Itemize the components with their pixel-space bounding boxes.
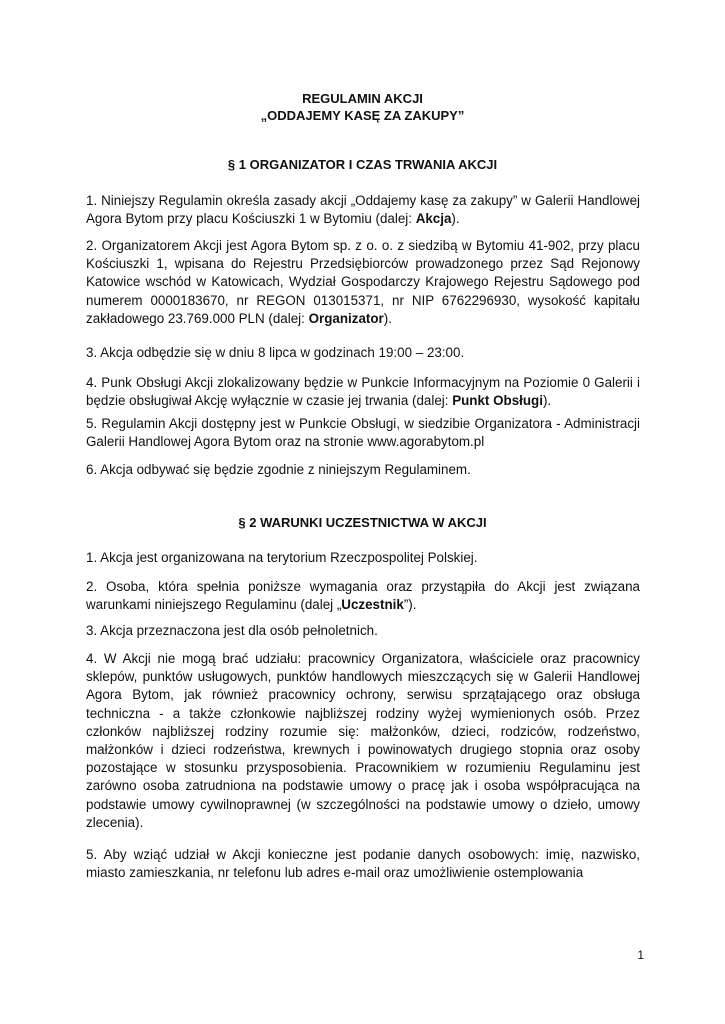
section-2-paragraph-5: 5. Aby wziąć udział w Akcji konieczne jest podanie danych osobowych: imię, nazwisko, miasto zamieszkania, nr telefonu lub adres e-mail oraz umożliwienie ostemplowania xyxy=(86,847,640,881)
section-2-paragraph-2: 2. Osoba, która spełnia poniższe wymagania oraz przystąpiła do Akcji jest związana warunkami niniejszego Regulaminu (dalej „Uczestnik”). xyxy=(86,579,640,613)
section-1-paragraph-4: 4. Punk Obsługi Akcji zlokalizowany będzie w Punkcie Informacyjnym na Poziomie 0 Galerii i będzie obsługiwał Akcję wyłącznie w czasie jej trwania (dalej: Punkt Obsługi). xyxy=(86,375,640,409)
section-1-paragraph-1: 1. Niniejszy Regulamin określa zasady akcji „Oddajemy kasę za zakupy” w Galerii Handlowej Agora Bytom przy placu Kościuszki 1 w Bytomiu (dalej: Akcja). xyxy=(86,193,640,227)
section-2-heading: § 2 WARUNKI UCZESTNICTWA W AKCJI xyxy=(238,515,487,530)
document-title: REGULAMIN AKCJI xyxy=(302,91,423,106)
section-2-paragraph-1: 1. Akcja jest organizowana na terytorium Rzeczpospolitej Polskiej. xyxy=(86,550,478,565)
section-2-paragraph-3: 3. Akcja przeznaczona jest dla osób pełnoletnich. xyxy=(86,623,378,638)
section-1-paragraph-3: 3. Akcja odbędzie się w dniu 8 lipca w godzinach 19:00 – 23:00. xyxy=(86,345,465,360)
document-subtitle: „ODDAJEMY KASĘ ZA ZAKUPY” xyxy=(260,108,465,123)
section-1-paragraph-2: 2. Organizatorem Akcji jest Agora Bytom sp. z o. o. z siedzibą w Bytomiu 41-902, przy placu Kościuszki 1, wpisana do Rejestru Przedsiębiorców prowadzonego przez Sąd Rejonowy Katowice wschód w Katowicach, Wydział Gospodarczy Krajowego Rejestru Sądowego pod numerem 0000183670, nr REGON 013015371, nr NIP 6762296930, wysokość kapitału zakładowego 23.769.000 PLN (dalej: Organizator). xyxy=(86,238,640,326)
section-1-paragraph-5: 5. Regulamin Akcji dostępny jest w Punkcie Obsługi, w siedzibie Organizatora - Administracji Galerii Handlowej Agora Bytom oraz na stronie www.agorabytom.pl xyxy=(86,416,640,450)
section-1-heading: § 1 ORGANIZATOR I CZAS TRWANIA AKCJI xyxy=(227,157,498,172)
section-1-paragraph-6: 6. Akcja odbywać się będzie zgodnie z niniejszym Regulaminem. xyxy=(86,462,471,477)
section-2-paragraph-4: 4. W Akcji nie mogą brać udziału: pracownicy Organizatora, właściciele oraz pracownicy sklepów, punktów usługowych, punktów handlowych mieszczących się w Galerii Handlowej Agora Bytom, jak również pracownicy ochrony, serwisu sprzątającego oraz obsługa techniczna - a także członkowie najbliższej rodziny wyżej wymienionych osób. Przez członków najbliższej rodziny rozumie się: małżonków, dzieci, rodziców, rodzeństwo, małżonków i dzieci rodzeństwa, krewnych i powinowatych drugiego stopnia oraz osoby pozostające w stosunku przysposobienia. Pracownikiem w rozumieniu Regulaminu jest zarówno osoba zatrudniona na podstawie umowy o pracę jak i osoba współpracująca na podstawie umowy cywilnoprawnej (w szczególności na podstawie umowy o dzieło, umowy zlecenia). xyxy=(86,651,640,830)
page-number: 1 xyxy=(637,948,644,962)
